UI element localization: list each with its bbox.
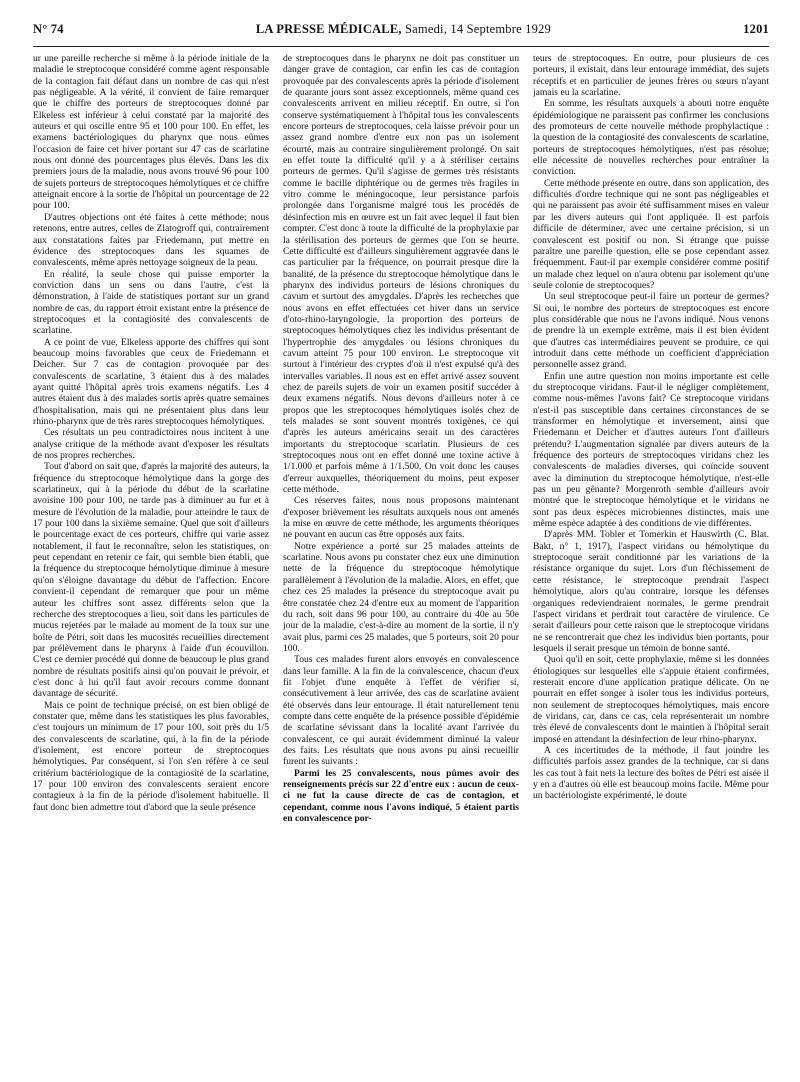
- paragraph: En réalité, la seule chose qui puisse emporter la conviction dans un sens ou dans l'autre, c'est la démonstration, à l'aide de statistiques portant sur un grand nombre de cas, du rapport étroit existant entre la présence de streptocoques et la contagiosité des convalescents de scarlatine.: [33, 268, 269, 337]
- paragraph: Notre expérience a porté sur 25 malades atteints de scarlatine. Nous avons pu constater chez eux une diminution nette de la fréquence du streptocoque hémolytique parallèlement à l'évolution de la maladie. Alors, en effet, que chez ces 25 malades la présence du streptocoque avait pu être constatée chez 24 d'entre eux au moment de l'apparition du rach, soit dans 96 pour 100, au contraire du 40e au 50e jour de la maladie, c'est-à-dire au moment de la sortie, il n'y avait plus, parmi ces 25 malades, que 5 porteurs, soit 20 pour 100.: [283, 540, 519, 654]
- column-middle: [283, 53, 519, 1073]
- paragraph: ur une pareille recherche si même à la période initiale de la maladie le streptocoque considéré comme agent responsable de la contagion fait défaut dans un nombre de cas qui n'est pas négligeable. A la vérité, il convient de faire remarquer que le chiffre des porteurs de streptocoques donné par Elkeless est inférieur à celui constaté par la majorité des auteurs et qui oscille entre 95 et 100 pour 100. En effet, les examens bactériologiques du pharynx que nous eûmes l'occasion de faire cet hiver portant sur 47 cas de scarlatine nous ont donné des pourcentages plus élevés. Dans les dix premiers jours de la maladie, nous avons trouvé 96 pour 100 de sujets porteurs de streptocoques hémolytiques et ce chiffre atteignait encore à la sortie de l'hôpital un pourcentage de 22 pour 100.: [33, 53, 269, 212]
- paragraph: Cette méthode présente en outre, dans son application, des difficultés d'ordre technique qui ne sont pas négligeables et qui ne paraissent pas avoir été suffisamment mises en valeur par les divers auteurs qui l'ont appliquée. Il est parfois difficile de déterminer, avec une certaine précision, si un convalescent est positif ou non. Si étrange que puisse paraître une pareille question, elle se pose cependant assez fréquemment. Faut-il par exemple considérer comme positif un malade chez lequel on n'aura obtenu par isolement qu'une seule colonie de streptocoques?: [533, 177, 769, 291]
- paragraph: D'autres objections ont été faites à cette méthode; nous retenons, entre autres, celles de Zlatogroff qui, contrairement aux constatations faites par Friedemann, put mettre en évidence des streptocoques dans les squames de convalescents, même après nettoyage soigneux de la peau.: [33, 211, 269, 269]
- issue-date: Samedi, 14 Septembre 1929: [405, 22, 551, 36]
- paragraph: Un seul streptocoque peut-il faire un porteur de germes? Si oui, le nombre des porteurs de streptocoques est encore plus considérable que nous ne l'avons indiqué. Nous venons de prendre là un exemple extrême, mais il est bien évident que d'autres cas intermédiaires peuvent se produire, ce qui introduit dans cette méthode un coefficient d'appréciation personnelle assez grand.: [533, 291, 769, 371]
- paragraph: Tous ces malades furent alors envoyés en convalescence dans leur famille. A la fin de la convalescence, chacun d'eux fit l'objet d'une enquête à l'effet de vérifier si, consécutivement à leur arrivée, des cas de scarlatine avaient été observés dans leur entourage. Il était naturellement tenu compte dans cette enquête de la présence possible d'épidémie de scarlatine sévissant dans la localité avant l'arrivée du convalescent, ce qui aurait évidemment diminué la valeur des faits. Les résultats que nous avons pu ainsi recueillir furent les suivants :: [283, 654, 519, 768]
- paragraph: teurs de streptocoques. En outre, pour plusieurs de ces porteurs, il existait, dans leur entourage immédiat, des sujets réceptifs et en particulier de jeunes frères ou sœurs n'ayant jamais eu la scarlatine.: [533, 53, 769, 99]
- paragraph: Quoi qu'il en soit, cette prophylaxie, même si les données étiologiques sur lesquelles elle s'appuie étaient confirmées, resterait encore d'une application pratique délicate. On ne pourrait en effet songer à isoler tous les individus porteurs, non seulement de streptocoques hémolytiques, mais encore de viridans, car, dans ce cas, cela représenterait un nombre très élevé de convalescents dont le maintien à l'hôpital serait imposé en attendant la désinfection de leur rhino-pharynx.: [533, 654, 769, 745]
- paragraph: D'après MM. Tobler et Tomerkin et Hauswirth (C. Blat. Bakt, n° 1, 1917), l'aspect viridans ou hémolytique du streptocoque serait conditionné par les variations de la résistance organique du sujet. Lors d'un fléchissement de cette résistance, le streptocoque prendrait l'aspect hémolytique, alors qu'au contraire, lorsque les défenses organiques redeviendraient normales, le germe prendrait l'aspect viridans et perdrait tout caractère de virulence. Ce serait d'ailleurs pour cette raison que le streptocoque viridans ne se rencontrerait que chez les individus bien portants, pour lesquels il serait presque un témoin de bonne santé.: [533, 529, 769, 654]
- paragraph: Mais ce point de technique précisé, on est bien obligé de constater que, même dans les statistiques les plus favorables, c'est toujours un minimum de 17 pour 100, soit près du 1/5 des convalescents de scarlatine, qui, à la fin de la période d'isolement, est encore porteur de streptocoques hémolytiques. Par conséquent, si l'on s'en réfère à ce seul critérium bactériologique de la contagiosité de la scarlatine, 17 pour 100 environ des convalescents seraient encore contagieux à la fin de la période d'isolement habituelle. Il faut donc bien admettre tout d'abord que la seule présence: [33, 699, 269, 813]
- article-body: [33, 53, 769, 1073]
- paragraph: Enfin une autre question non moins importante est celle du streptocoque viridans. Faut-il le négliger complètement, comme nous-mêmes l'avons fait? Ce streptocoque viridans n'est-il pas susceptible dans certaines circonstances de se transformer en hémolytique et inversement, ainsi que Friedemann et Deicher et d'autres auteurs l'ont d'ailleurs prétendu? L'augmentation signalée par divers auteurs de la fréquence des porteurs de streptocoques viridans chez les convalescents de maladies diverses, qui coïncide souvent avec la diminution du streptocoque hémolytique, n'est-elle pas un peu gênante? Morgenroth semble d'ailleurs avoir montré que le streptocoque hémolytique et le viridans ne sont pas deux espèces microbiennes distinctes, mais une même espèce adaptée à des conditions de vie différentes.: [533, 370, 769, 530]
- journal-name: LA PRESSE MÉDICALE,: [255, 22, 402, 36]
- paragraph: Tout d'abord on sait que, d'après la majorité des auteurs, la fréquence du streptocoque hémolytique dans la gorge des scarlatineux, qui à la période du début de la scarlatine avoisine 100 pour 100, ne tarde pas à diminuer au fur et à mesure de l'évolution de la maladie, pour atteindre le taux de 17 pour 100 dans la sixième semaine. Quel que soit d'ailleurs le pourcentage exact de ces porteurs, chiffre qui varie assez notablement, il faut le reconnaître, selon les statistiques, on peut cependant en retenir ce fait, qui semble bien établi, que la fréquence du streptocoque hémolytique diminue à mesure qu'on s'éloigne davantage du début de l'affection. Encore convient-il cependant de remarquer que pour un même auteur les chiffres sont assez différents selon que la recherche des streptocoques a lieu, soit dans les particules de mucus rejetées par le malade au moment de la toux sur une boîte de Pétri, soit dans les mucosités recueillies directement par prélèvement dans le pharynx à l'aide d'un écouvillon. C'est ce dernier procédé qui donne de beaucoup le plus grand nombre de résultats positifs ainsi qu'on pouvait le prévoir, et c'est donc à lui qu'il faut avoir recours comme donnant davantage de sécurité.: [33, 461, 269, 700]
- page-header: [33, 22, 769, 40]
- header-rule: [33, 46, 769, 47]
- paragraph: En somme, les résultats auxquels a abouti notre enquête épidémiologique ne paraissent pas confirmer les conclusions des promoteurs de cette nouvelle méthode prophylactique : la question de la contagiosité des convalescents de scarlatine, porteurs de streptocoques hémolytiques, n'est pas résolue; elle nécessite de nouvelles recherches pour entraîner la conviction.: [533, 98, 769, 178]
- column-right: [533, 53, 769, 1073]
- journal-title: [256, 22, 551, 37]
- issue-number: N° 74: [33, 22, 64, 36]
- paragraph: Ces réserves faites, nous nous proposons maintenant d'exposer brièvement les résultats auxquels nous ont amenés la mise en œuvre de cette méthode, les arguments théoriques ne pouvant en aucun cas être opposés aux faits.: [283, 495, 519, 541]
- paragraph: A ces incertitudes de la méthode, il faut joindre les difficultés parfois assez grandes de la technique, car si dans les cas tout à fait nets la lecture des boîtes de Pétri est aisée il y en a d'autres où elle est beaucoup moins facile. Même pour un bactériologiste expérimenté, le doute: [533, 744, 769, 802]
- paragraph: Parmi les 25 convalescents, nous pûmes avoir des renseignements précis sur 22 d'entre eux : aucun de ceux-ci ne fut la cause directe de cas de contagion, et cependant, comme nous l'avons indiqué, 5 étaient partis en convalescence por-: [283, 767, 519, 825]
- page-number: 1201: [743, 22, 769, 36]
- paragraph: de streptocoques dans le pharynx ne doit pas constituer un danger grave de contagion, car enfin les cas de contagion provoquée par des convalescents après la période d'isolement de quarante jours sont assez exceptionnels, même quand ces convalescents arrivent en milieu réceptif. En outre, si l'on conserve systématiquement à l'hôpital tous les convalescents encore porteurs de streptocoques, cela laisse prévoir pour un assez grand nombre d'entre eux non pas un isolement écourté, mais au contraire singulièrement prolongé. On sait en effet toute la difficulté qu'il y a à stériliser certains porteurs de germes. Qu'il s'agisse de germes très résistants comme le bacille diphtérique ou de germes très fragiles in vitro comme le méningocoque, leur persistance parfois prolongée dans l'organisme malgré tous les procédés de désinfection mis en œuvre est un fait avec lequel il faut bien compter. C'est donc à toute la difficulté de la prophylaxie par la stérilisation des porteurs de germes que l'on se heurte. Cette difficulté est d'ailleurs singulièrement aggravée dans le cas particulier par la fréquence, on pourrait presque dire la banalité, de la présence du streptocoque hémolytique dans le pharynx des individus porteurs de lésions chroniques du cavum et surtout des amygdales. D'après les recherches que nous avons en effet effectuées cet hiver dans un service d'oto-rhino-laryngologie, la proportion des porteurs de streptocoques hémolytiques chez les individus présentant de l'hypertrophie des amygdales ou lésions chroniques du cavum atteint 75 pour 100 environ. Le streptocoque vit surtout à l'intérieur des cryptes d'où il n'est expulsé qu'à des intervalles variables. Il nous est en effet arrivé assez souvent chez de pareils sujets de voir un examen positif succéder à deux examens négatifs. Nous devons d'ailleurs noter à ce propos que les streptocoques hémolytiques isolés chez de tels malades se sont souvent montrés toxigènes, ce qui d'après les auteurs américains serait un des caractères importants du streptocoque scarlatin. Plusieurs de ces streptocoques nous ont en effet donné une toxine active à 1/1.000 et parfois même à 1/1.500. On voit donc les causes d'erreur auxquelles, théoriquement du moins, peut exposer cette méthode.: [283, 53, 519, 496]
- paragraph: A ce point de vue, Elkeless apporte des chiffres qui sont beaucoup moins favorables que ceux de Friedemann et Deicher. Sur 7 cas de contagion provoquée par des convalescents de scarlatine, 3 étaient dus à des malades ayant quitté l'hôpital après trois examens négatifs. Les 4 autres étaient dus à des malades sortis après quatre semaines d'hospitalisation, mais qui ne présentaient plus dans leur rhino-pharynx que de très rares streptocoques hémolytiques.: [33, 336, 269, 427]
- paragraph: Ces résultats un peu contradictoires nous incitent à une analyse critique de la méthode avant d'exposer les résultats de nos propres recherches.: [33, 427, 269, 462]
- column-left: [33, 53, 269, 1073]
